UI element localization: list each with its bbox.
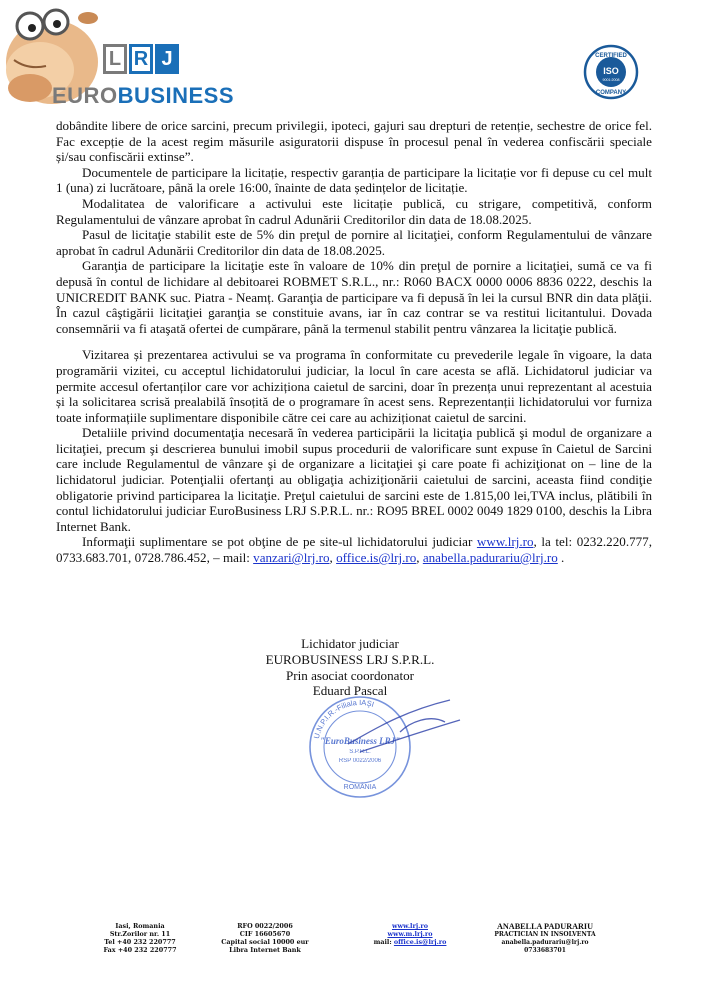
footer-city: Iasi, Romania [115,922,165,930]
stamp-country: ROMÂNIA [343,784,377,791]
footer-practitioner [480,922,610,955]
email-link-office[interactable]: office.is@lrj.ro [336,550,417,566]
paragraph-guarantee: Garanţia de participare la licitaţie este în valoare de 10% din preţul de pornire a licitaţiei, sumă ce va fi depusă în contul de lichidare al debitoarei ROBMET S.R.L., nr.: R060 BACX 0000 0006 8836 0222, deschis la UNICREDIT BANK suc. Piatra - Neamț. Garanţia de participare va fi depusă în lei la cursul BNR din data plăţii. În cazul câştigării licitaţiei garanţia se constituie avans, iar în caz contrar se va restitui licitantului. Dovada consemnării va fi ataşată ofertei de cumpărare, până la termenul stabilit pentru vânzarea la licitaţie publică. [56,258,652,336]
signature-company: EUROBUSINESS LRJ S.P.R.L. [265,651,435,667]
footer-practitioner-email: anabella.padurariu@lrj.ro [501,939,589,946]
page-footer [0,922,706,982]
brand-name-rest: BUSINESS [117,83,235,108]
paragraph-continuation: dobândite libere de orice sarcini, precum privilegii, ipoteci, gajuri sau drepturi de retenție, sechestre de orice fel. Fac excepție de la acest regim măsurile asiguratorii dispuse în procesul penal în vederea confiscării speciale și/sau confiscării extinse”. [56,118,652,165]
lrj-logo [103,44,179,78]
logo-letter-j: J [155,44,179,74]
signature-person: Eduard Pascal [312,683,388,699]
signature-block [250,636,450,699]
paragraph-participation-documents: Documentele de participare la licitație, respectiv garanția de participare la licitație vor fi depuse cu cel mult 1 (una) zi lucrătoare, până la orele 16:00, înainte de data ședințelor de licitație. [56,164,652,196]
iso-middle-text: ISO [603,66,619,76]
footer-capital: Capital social 10000 eur [221,938,309,946]
footer-cif: CIF 16605670 [239,930,291,938]
separator: , [329,550,337,566]
paragraph-contact [56,534,652,565]
paragraph-visit: Vizitarea și prezentarea activului se va programa în conformitate cu prevederile legale în vigoare, la data programării vizitei, cu acceptul lichidatorului judiciar, la locul în care acesta se află. Lichidatorul judiciar va permite accesul ofertanților care vor achiziționa caietul de sarcini, doar în prezența unui reprezentant al acestuia și la solicitarea scrisă prealabilă însoțită de o programare în acest sens. Reprezentanții lichidatorului vor furniza toate informațiile suplimentare disponibile către cei care au achiziționat caietul de sarcini. [56,347,652,425]
footer-fax: Fax +40 232 220777 [103,946,177,954]
footer-address [90,922,190,954]
contact-text-phones: , la tel: 0232.220.777, 0733.683.701, 0728.786.452, – mail: [56,534,653,566]
stamp-company-name: "EuroBusiness LRJ" [319,736,401,746]
footer-bank: Libra Internet Bank [229,946,301,954]
footer-practitioner-name: ANABELLA PADURARIU [496,922,594,931]
logo-letter-l: L [103,44,127,74]
iso-certified-badge [583,44,639,100]
paragraph-auction-method: Modalitatea de valorificare a activului este licitație publică, cu strigare, competitivă, conform Regulamentului de vânzare aprobat în cadrul Adunării Creditorilor din data de 18.08.2025. [56,195,652,227]
signature-role: Lichidator judiciar [301,636,399,651]
letterhead [0,0,706,112]
logo-letter-r: R [129,44,153,74]
footer-mobile-link[interactable]: www.m.lrj.ro [387,930,433,938]
footer-phone: Tel +40 232 220777 [104,938,176,946]
brand-name [52,83,234,109]
signature-capacity: Prin asociat coordonator [286,667,414,683]
footer-mail-label: mail: [373,938,394,946]
contact-text-before: Informaţii suplimentare se pot obţine de pe site-ul lichidatorului judiciar [82,534,477,550]
official-stamp [300,692,470,802]
email-link-anabella[interactable]: anabella.padurariu@lrj.ro [422,550,558,566]
document-body [56,118,652,566]
iso-number-text: 9001:2008 [602,78,620,82]
footer-practitioner-title: PRACTICIAN IN INSOLVENTA [494,931,596,938]
iso-top-text: CERTIFIED [595,53,627,59]
footer-practitioner-phone: 0733683701 [524,947,566,954]
footer-registration [210,922,320,954]
separator: , [416,550,423,566]
footer-email-link[interactable]: office.is@lrj.ro [393,938,447,946]
footer-website-link[interactable]: www.lrj.ro [391,922,429,930]
stamp-form: S.P.R.L. [349,749,371,755]
stamp-ring-text: U.N.P.I.R.-Filiala IAŞI [311,697,376,740]
paragraph-documentation: Detaliile privind documentaţia necesară în vederea participării la licitaţia publică şi modul de organizare a licitaţiei, precum şi descrierea bunului imobil supus procedurii de valorificare sunt expuse în Caietul de Sarcini care include Regulamentul de vânzare şi de organizare a licitaţiei şi care poate fi achiziţionat on – line de la lichidatorul judiciar. Potenţialii ofertanţi au obligaţia achiziţionării caietului de sarcini, aceasta fiind condiţie obligatorie privind participarea la licitaţie. Preţul caietului de sarcini este de 1.815,00 lei,TVA inclus, plătibili în contul lichidatorului judiciar EuroBusiness LRJ S.P.R.L. nr.: RO95 BREL 0002 0049 1829 0100, deschis la Libra Internet Bank. [56,425,652,534]
brand-name-first: EURO [52,83,118,108]
contact-text-after: . [557,550,565,566]
stamp-registration: RSP 0022/2006 [338,758,382,764]
iso-bottom-text: COMPANY [595,90,627,96]
paragraph-auction-step: Pasul de licitaţie stabilit este de 5% din preţul de pornire al licitaţiei, conform Regulamentului de vânzare aprobat în cadrul Adunării Creditorilor din data de 18.08.2025. [56,227,652,258]
footer-street: Str.Zorilor nr. 11 [109,930,171,938]
footer-rfo: RFO 0022/2006 [237,922,293,930]
email-link-vanzari[interactable]: vanzari@lrj.ro [253,550,330,566]
footer-web [350,922,470,946]
website-link[interactable]: www.lrj.ro [476,534,534,550]
